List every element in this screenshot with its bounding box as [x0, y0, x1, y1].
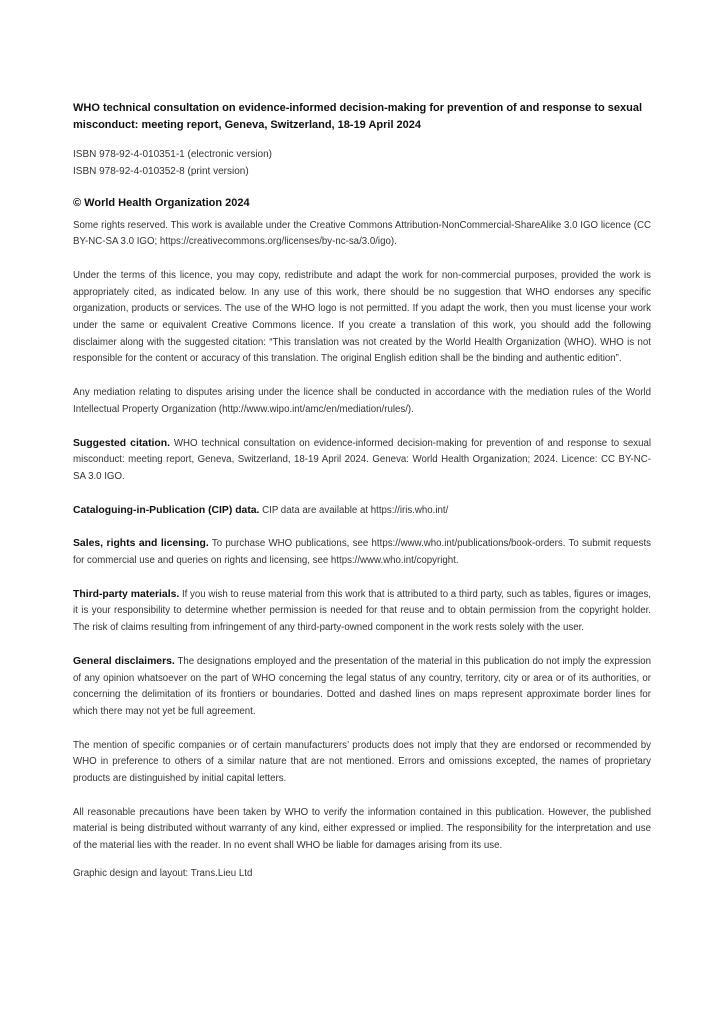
isbn-electronic: ISBN 978-92-4-010351-1 (electronic version)	[73, 149, 272, 160]
general-disclaimers-text: The designations employed and the presentation of the material in this publication do not imply the expression of any opinion whatsoever on the part of WHO concerning the legal status of any country, territory, city or area or of its authorities, or concerning the delimitation of its frontiers or boundaries. Dotted and dashed lines on maps represent approximate border lines for which there may not yet be full agreement.	[73, 655, 651, 717]
sales-heading: Sales, rights and licensing.	[73, 538, 209, 550]
licence-terms-paragraph: Under the terms of this licence, you may copy, redistribute and adapt the work for non-commercial purposes, provided the work is appropriately cited, as indicated below. In any use of this work, there should be no suggestion that WHO endorses any specific organization, products or services. The use of the WHO logo is not permitted. If you adapt the work, then you must license your work under the same or equivalent Creative Commons licence. If you create a translation of this work, you should add the following disclaimer along with the suggested citation: “This translation was not created by the World Health Organization (WHO). WHO is not responsible for the content or accuracy of this translation. The original English edition shall be the binding and authentic edition”.	[73, 269, 651, 365]
copyright-page	[73, 100, 651, 882]
cip-heading: Cataloguing-in-Publication (CIP) data.	[73, 504, 260, 516]
isbn-block	[73, 147, 651, 180]
general-disclaimers-paragraph	[73, 654, 651, 721]
suggested-citation-heading: Suggested citation.	[73, 437, 171, 449]
sales-text: To purchase WHO publications, see https://www.who.int/publications/book-orders. To submit requests for commercial use and queries on rights and licensing, see https://www.who.int/copyright.	[73, 538, 651, 567]
copyright-notice: © World Health Organization 2024	[73, 197, 250, 209]
general-disclaimers-heading: General disclaimers.	[73, 655, 175, 667]
suggested-citation-text: WHO technical consultation on evidence-informed decision-making for prevention of and response to sexual misconduct: meeting report, Geneva, Switzerland, 18-19 April 2024. Geneva: World Health Organization; 2024. Licence: CC BY-NC-SA 3.0 IGO.	[73, 437, 651, 482]
design-credits: Graphic design and layout: Trans.Lieu Ltd	[73, 867, 253, 879]
sales-paragraph	[73, 536, 651, 569]
mention-paragraph: The mention of specific companies or of certain manufacturers’ products does not imply that they are endorsed or recommended by WHO in preference to others of a similar nature that are not mentioned. Errors and omissions excepted, the names of proprietary products are distinguished by initial capital letters.	[73, 739, 651, 785]
isbn-print: ISBN 978-92-4-010352-8 (print version)	[73, 165, 249, 177]
cip-paragraph	[73, 503, 651, 520]
third-party-heading: Third-party materials.	[73, 588, 180, 600]
suggested-citation-paragraph	[73, 436, 651, 486]
rights-reserved-paragraph: Some rights reserved. This work is available under the Creative Commons Attribution-NonCommercial-ShareAlike 3.0 IGO licence (CC BY-NC-SA 3.0 IGO; https://creativecommons.org/licenses/by-nc-sa/3.0/igo).	[73, 219, 651, 248]
mediation-paragraph: Any mediation relating to disputes arising under the licence shall be conducted in accordance with the mediation rules of the World Intellectual Property Organization (http://www.wipo.int/amc/en/mediation/rules/).	[73, 387, 651, 415]
document-title: WHO technical consultation on evidence-informed decision-making for prevention of and response to sexual misconduct: meeting report, Geneva, Switzerland, 18-19 April 2024	[73, 102, 643, 131]
precautions-paragraph: All reasonable precautions have been taken by WHO to verify the information contained in this publication. However, the published material is being distributed without warranty of any kind, either expressed or implied. The responsibility for the interpretation and use of the material lies with the reader. In no event shall WHO be liable for damages arising from its use.	[73, 806, 651, 852]
cip-text: CIP data are available at https://iris.who.int/	[259, 504, 449, 516]
third-party-text: If you wish to reuse material from this work that is attributed to a third party, such as tables, figures or images, it is your responsibility to determine whether permission is needed for that reuse and to obtain permission from the copyright holder. The risk of claims resulting from infringement of any third-party-owned component in the work rests solely with the user.	[73, 588, 651, 634]
third-party-paragraph	[73, 587, 651, 637]
